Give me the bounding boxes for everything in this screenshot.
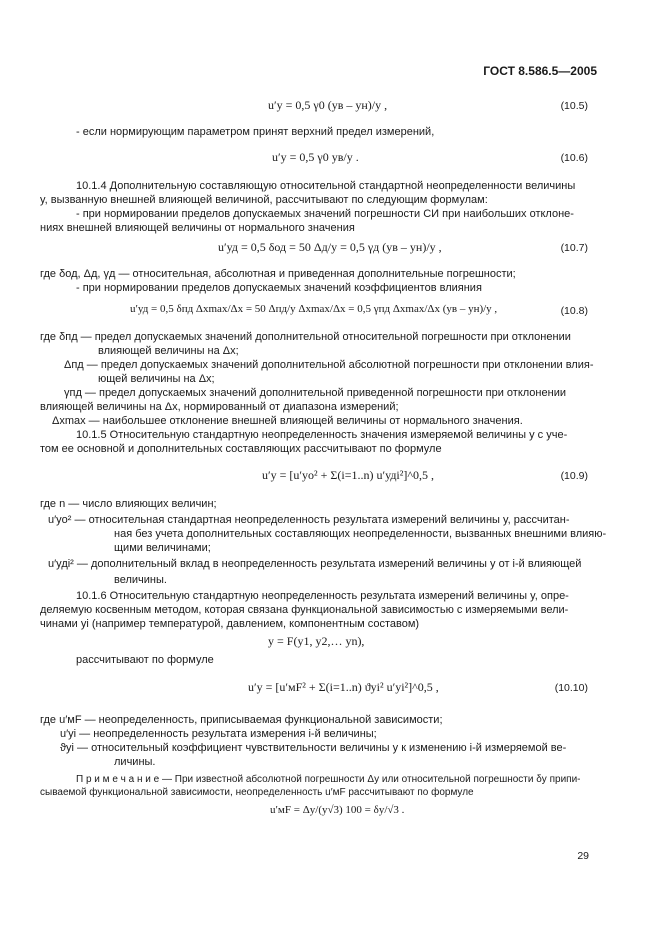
equation-number: (10.6) bbox=[560, 152, 588, 164]
equation-10-7: u′уд = 0,5 δод = 50 Δд/y = 0,5 γд (yв – yн)/y , bbox=[218, 240, 442, 254]
text-line: - если нормирующим параметром принят верхний предел измерений, bbox=[76, 126, 435, 138]
definition-line: личины. bbox=[114, 756, 156, 768]
equation-number: (10.10) bbox=[554, 682, 588, 694]
equation-note: u′мF = Δy/(y√3) 100 = δy/√3 . bbox=[270, 804, 405, 816]
paragraph-line: том ее основной и дополнительных составляющих рассчитывают по формуле bbox=[40, 443, 442, 455]
equation-10-5: u′y = 0,5 γ0 (yв – yн)/y , bbox=[268, 98, 388, 112]
definition-line: u′yi — неопределенность результата измерения i-й величины; bbox=[60, 728, 377, 740]
paragraph-line: - при нормировании пределов допускаемых значений погрешности СИ при наибольших отклоне- bbox=[76, 208, 574, 220]
definition-line: где u′мF — неопределенность, приписываемая функциональной зависимости; bbox=[40, 714, 443, 726]
note-line: П р и м е ч а н и е — При известной абсолютной погрешности Δy или относительной погрешности δy припи- bbox=[76, 774, 581, 785]
definition-line: γпд — предел допускаемых значений дополнительной приведенной погрешности при отклонении bbox=[64, 387, 566, 399]
definition-line: где n — число влияющих величин; bbox=[40, 498, 217, 510]
paragraph-line: рассчитывают по формуле bbox=[76, 654, 214, 666]
page-number: 29 bbox=[577, 850, 589, 862]
definition-line: Δпд — предел допускаемых значений дополнительной абсолютной погрешности при отклонении влия- bbox=[64, 359, 594, 371]
paragraph-line: 10.1.6 Относительную стандартную неопределенность результата измерений величины y, опре- bbox=[76, 590, 569, 602]
paragraph-line: 10.1.5 Относительную стандартную неопределенность значения измеряемой величины y с уче- bbox=[76, 429, 568, 441]
definition-line: ющей величины на Δx; bbox=[98, 373, 215, 385]
definition-line: Δxmax — наибольшее отклонение внешней влияющей величины от нормального значения. bbox=[52, 415, 523, 427]
definition-line: влияющей величины на Δx; bbox=[98, 345, 239, 357]
equation-function: y = F(y1, y2,… yn), bbox=[268, 634, 365, 648]
definition-line: щими величинами; bbox=[114, 542, 211, 554]
definition-line: ная без учета дополнительных составляющих неопределенности, вызванных внешними влияю- bbox=[114, 528, 607, 540]
paragraph-line: ниях внешней влияющей величины от нормального значения bbox=[40, 222, 355, 234]
equation-10-10: u′y = [u′мF² + Σ(i=1..n) ϑyi² u′yi²]^0,5 , bbox=[248, 680, 439, 694]
paragraph-line: 10.1.4 Дополнительную составляющую относительной стандартной неопределенности величины bbox=[76, 180, 576, 192]
note-line: сываемой функциональной зависимости, неопределенность u′мF рассчитывают по формуле bbox=[40, 787, 474, 798]
equation-number: (10.5) bbox=[560, 100, 588, 112]
equation-10-9: u′y = [u′yo² + Σ(i=1..n) u′удi²]^0,5 , bbox=[262, 468, 434, 482]
definition-line: где δпд — предел допускаемых значений дополнительной относительной погрешности при отклонении bbox=[40, 331, 571, 343]
definition-line: u′удi² — дополнительный вклад в неопределенность результата измерений величины y от i-й влияющей bbox=[48, 558, 582, 570]
definition-line: u′yo² — относительная стандартная неопределенность результата измерений величины y, рассчитан- bbox=[48, 514, 570, 526]
definition-line: влияющей величины на Δx, нормированный от диапазона измерений; bbox=[40, 401, 399, 413]
equation-number: (10.7) bbox=[560, 242, 588, 254]
paragraph-line: - при нормировании пределов допускаемых значений коэффициентов влияния bbox=[76, 282, 482, 294]
definition-line: ϑyi — относительный коэффициент чувствительности величины y к изменению i-й измеряемой ве- bbox=[60, 742, 567, 754]
document-header: ГОСТ 8.586.5—2005 bbox=[483, 64, 597, 78]
paragraph-line: чинами yi (например температурой, давлением, компонентным составом) bbox=[40, 618, 420, 630]
equation-number: (10.9) bbox=[560, 470, 588, 482]
where-line: где δод, Δд, γд — относительная, абсолютная и приведенная дополнительные погрешности; bbox=[40, 268, 516, 280]
definition-line: величины. bbox=[114, 574, 167, 586]
equation-10-6: u′y = 0,5 γ0 yв/y . bbox=[272, 150, 359, 164]
paragraph-line: y, вызванную внешней влияющей величиной, рассчитывают по следующим формулам: bbox=[40, 194, 488, 206]
equation-number: (10.8) bbox=[560, 305, 588, 317]
paragraph-line: деляемую косвенным методом, которая связана функциональной зависимостью с измеряемыми вели- bbox=[40, 604, 569, 616]
equation-10-8: u′уд = 0,5 δпд Δxmax/Δx = 50 Δпд/y Δxmax/Δx = 0,5 γпд Δxmax/Δx (yв – yн)/y , bbox=[130, 303, 498, 315]
